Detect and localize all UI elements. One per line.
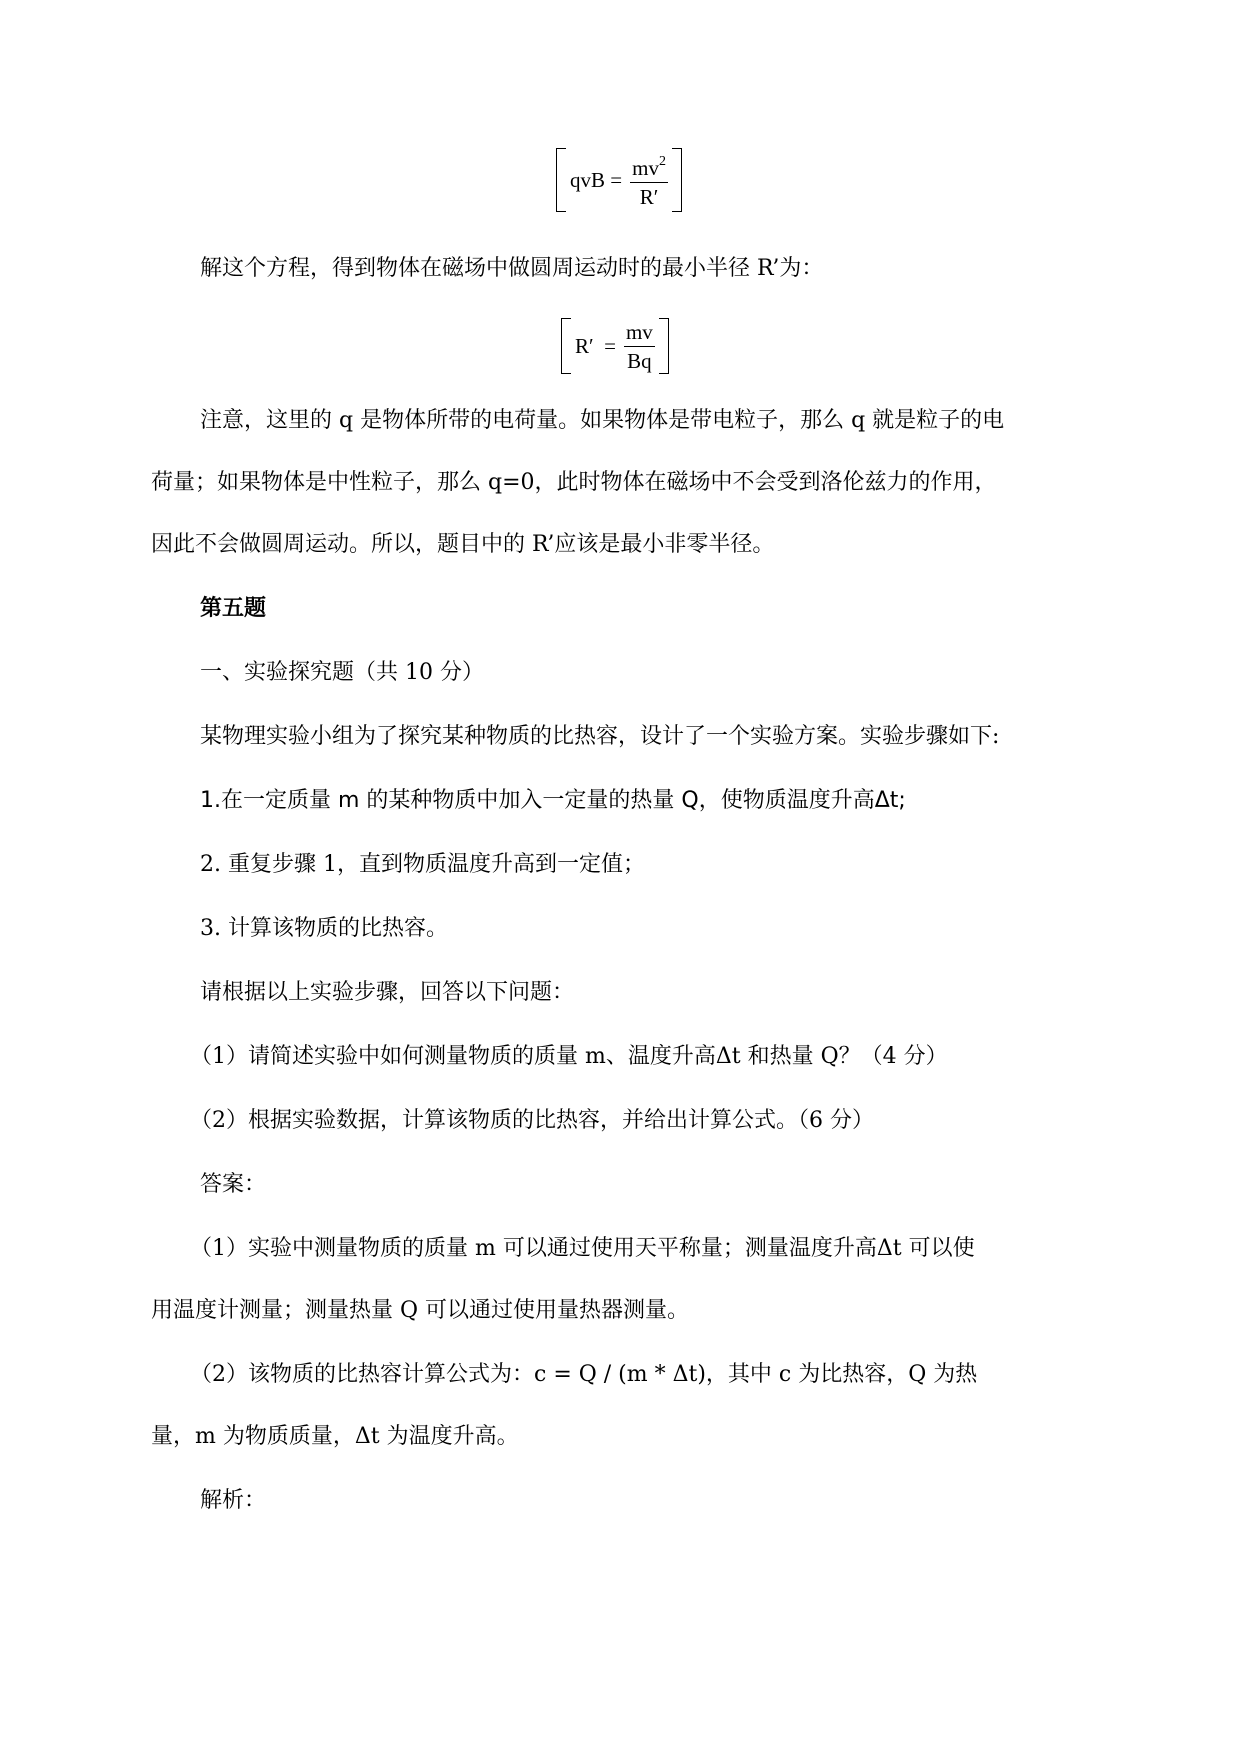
left-bracket bbox=[561, 318, 571, 374]
question-prompt: 请根据以上实验步骤，回答以下问题： bbox=[200, 980, 575, 1005]
formula-lhs: qvB = bbox=[570, 167, 623, 192]
fraction-denominator: R′ bbox=[639, 184, 659, 209]
paragraph-note-line-1: 注意，这里的 q 是物体所带的电荷量。如果物体是带电粒子，那么 q 就是粒子的电 bbox=[200, 408, 1005, 433]
step-2: 2. 重复步骤 1，直到物质温度升高到一定值； bbox=[200, 852, 645, 877]
step-1: 1.在一定质量 m 的某种物质中加入一定量的热量 Q，使物质温度升高Δt; bbox=[200, 788, 906, 813]
question-intro: 某物理实验小组为了探究某种物质的比热容，设计了一个实验方案。实验步骤如下: bbox=[200, 724, 1000, 749]
left-bracket bbox=[556, 148, 566, 212]
formula-lorentz-centripetal bbox=[556, 148, 682, 212]
fraction bbox=[630, 152, 668, 209]
answer-1-line-1: （1）实验中测量物质的质量 m 可以通过使用天平称量；测量温度升高Δt 可以使 bbox=[190, 1236, 975, 1261]
paragraph-note-line-3: 因此不会做圆周运动。所以，题目中的 R’应该是最小非零半径。 bbox=[151, 532, 775, 557]
answer-1-line-2: 用温度计测量；测量热量 Q 可以通过使用量热器测量。 bbox=[151, 1298, 690, 1323]
paragraph-solve-equation: 解这个方程，得到物体在磁场中做圆周运动时的最小半径 R’为： bbox=[200, 256, 824, 281]
question-2: （2）根据实验数据，计算该物质的比热容，并给出计算公式。（6 分） bbox=[190, 1108, 874, 1133]
fraction-denominator: Bq bbox=[627, 348, 652, 373]
analysis-label: 解析： bbox=[200, 1488, 267, 1513]
question-header: 一、实验探究题（共 10 分） bbox=[200, 660, 484, 685]
step-3: 3. 计算该物质的比热容。 bbox=[200, 916, 448, 941]
fraction bbox=[624, 320, 655, 373]
fraction-numerator: $mv^2$ bbox=[632, 153, 666, 180]
formula-lhs: R′ = bbox=[575, 333, 616, 358]
answer-2-line-2: 量，m 为物质质量，Δt 为温度升高。 bbox=[151, 1424, 519, 1449]
answer-label: 答案： bbox=[200, 1172, 267, 1197]
right-bracket bbox=[659, 318, 669, 374]
answer-2-line-1: （2）该物质的比热容计算公式为：c = Q / (m * Δt)，其中 c 为比热容，Q 为热 bbox=[190, 1362, 978, 1387]
formula-min-radius bbox=[561, 318, 669, 374]
paragraph-note-line-2: 荷量；如果物体是中性粒子，那么 q=0，此时物体在磁场中不会受到洛伦兹力的作用， bbox=[151, 470, 997, 495]
question-1: （1）请简述实验中如何测量物质的质量 m、温度升高Δt 和热量 Q？（4 分） bbox=[190, 1044, 948, 1069]
fraction-numerator: mv bbox=[625, 319, 653, 344]
right-bracket bbox=[672, 148, 682, 212]
section-title: 第五题 bbox=[200, 596, 267, 621]
